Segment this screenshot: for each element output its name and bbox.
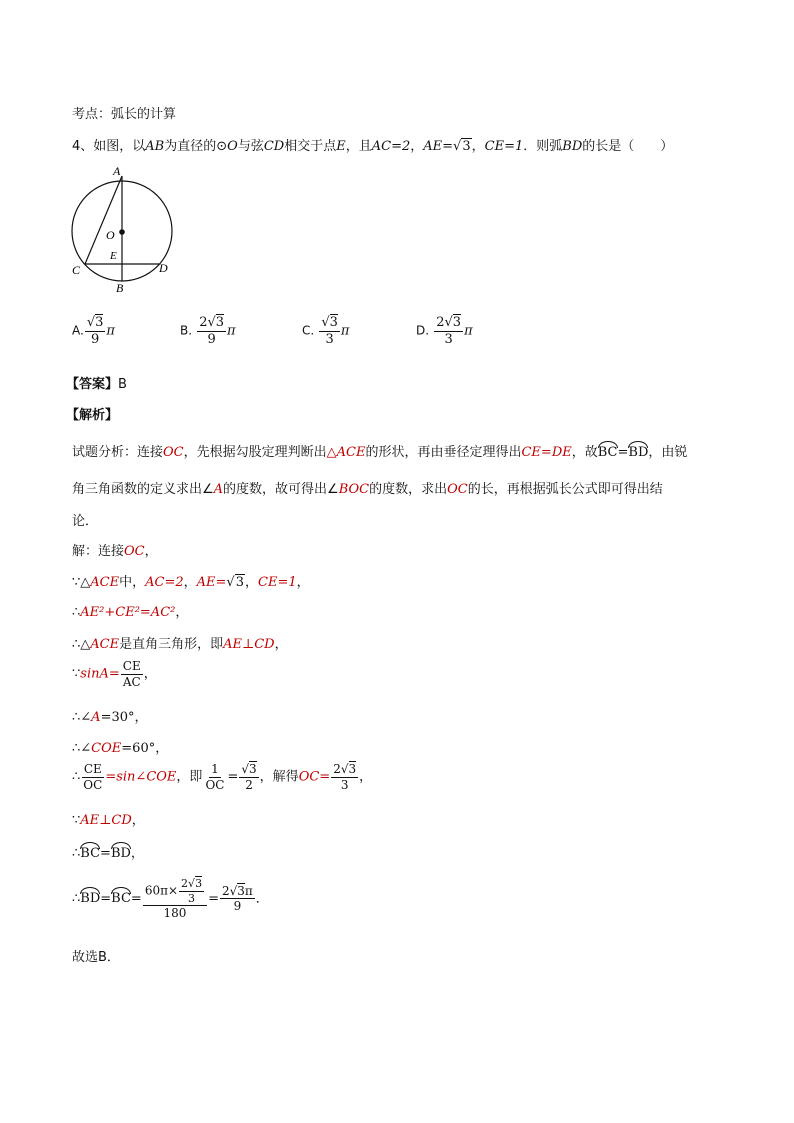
question-number: 4、	[72, 139, 94, 154]
center-point	[119, 229, 125, 235]
label-d: D	[159, 261, 168, 275]
solution-step-6: ∴∠A=30°，	[72, 710, 148, 725]
knowledge-point: 考点：弧长的计算	[72, 107, 177, 122]
solution-step-8: ∴ $\frac{CE}{OC}$ =sin∠COE，即 $\frac{1}{OC}$ = $\frac{√3}{2}$ ，解得OC= $\frac{2√3}{3}$ ，	[72, 762, 373, 792]
solution-step-11: ∴BD=BC= 60π× $\frac{2√3}{3}$ 180 = $\frac{2√3\pi}{9}$ ．	[72, 877, 269, 921]
arc-bd: BD	[628, 441, 648, 460]
analysis-line-2: 角三角函数的定义求出∠A的度数，故可得出∠BOC的度数，求出OC的长，再根据弧长公式即可得出结	[72, 482, 663, 497]
arc-bc: BC	[111, 887, 131, 906]
answer-line	[66, 373, 127, 392]
solution-step-10: ∴BC=BD，	[72, 842, 144, 861]
solution-step-9: ∵AE⊥CD，	[72, 813, 145, 828]
solution-step-7: ∴∠COE=60°，	[72, 741, 169, 756]
analysis-line-1: 试题分析：连接OC，先根据勾股定理判断出△ACE的形状，再由垂径定理得出CE=DE，故BC=BD，由锐	[72, 441, 687, 460]
answer-value: B	[118, 377, 127, 392]
solution-step-5: ∵sinA= $\frac{CE}{AC}$ ，	[72, 659, 157, 689]
arc-bd: BD	[80, 887, 100, 906]
label-a: A	[113, 164, 121, 178]
arc-bd: BD	[111, 842, 131, 861]
arc-bc: BC	[598, 441, 618, 460]
label-c: C	[72, 263, 81, 277]
question-stem: 4、如图，以AB为直径的⊙O与弦CD相交于点E，且AC=2，AE=√3，CE=1．则弧BD的长是（ ）	[72, 139, 674, 154]
label-e: E	[110, 250, 117, 262]
circle-figure	[62, 162, 212, 297]
arc-bc: BC	[80, 842, 100, 861]
analysis-line-3: 论．	[72, 514, 99, 529]
option-a[interactable]: A. $\frac{√3}{9}$ π	[72, 315, 115, 347]
solution-step-3: ∴AE²+CE²=AC²，	[72, 605, 189, 620]
option-b[interactable]: B. $\frac{2√3}{9}$ π	[180, 315, 236, 347]
solution-conclusion: 故选B．	[72, 950, 120, 965]
option-d[interactable]: D. $\frac{2√3}{3}$ π	[416, 315, 473, 347]
label-b: B	[116, 281, 124, 295]
label-o: O	[106, 228, 115, 242]
solution-step-4: ∴△ACE是直角三角形，即AE⊥CD，	[72, 637, 288, 652]
analysis-heading: 【解析】	[66, 408, 119, 423]
sqrt-expression: √3	[453, 139, 471, 154]
solution-step-2: ∵△ACE中，AC=2，AE=√3，CE=1，	[72, 575, 310, 590]
answer-heading: 【答案】	[66, 377, 119, 392]
option-c[interactable]: C. $\frac{√3}{3}$ π	[302, 315, 350, 347]
solution-step-1: 解：连接OC，	[72, 544, 158, 559]
